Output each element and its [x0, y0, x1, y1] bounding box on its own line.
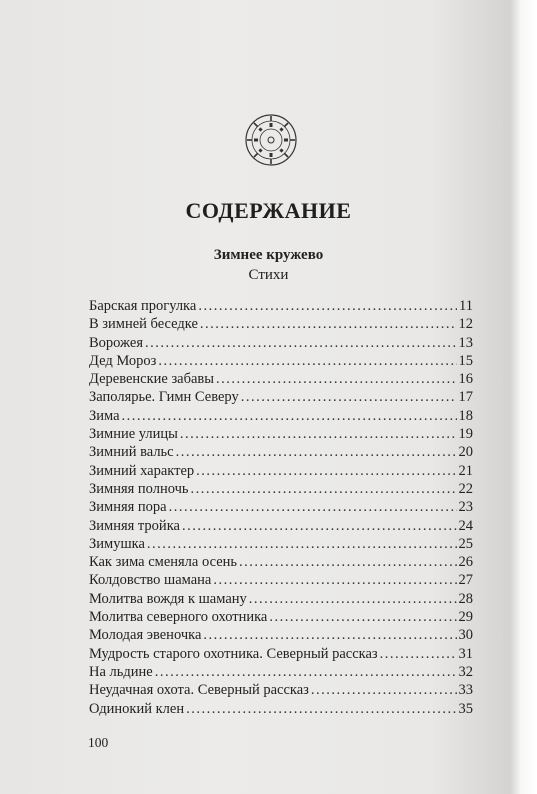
toc-entry — [89, 352, 473, 370]
toc-entry-page: 23 — [458, 499, 473, 516]
toc-entry-title: Одинокий клен — [89, 700, 185, 717]
dot-leader — [198, 297, 457, 315]
toc-entry-page: 21 — [458, 462, 473, 479]
toc-entry-page: 27 — [458, 572, 473, 589]
toc-entry — [89, 388, 473, 406]
toc-entry-page: 30 — [458, 627, 473, 644]
toc-entry — [89, 480, 473, 498]
dot-leader — [145, 334, 457, 352]
dot-leader — [249, 590, 457, 608]
toc-entry-page: 11 — [459, 298, 473, 314]
toc-entry — [89, 681, 473, 699]
dot-leader — [182, 517, 457, 535]
dot-leader — [176, 443, 457, 461]
toc-entry-title: Дед Мороз — [89, 352, 157, 369]
dot-leader — [380, 645, 457, 663]
dot-leader — [122, 407, 457, 425]
dot-leader — [158, 352, 456, 370]
dot-leader — [200, 315, 457, 333]
toc-entry-page: 32 — [458, 663, 473, 680]
toc-entry-title: Барская прогулка — [89, 298, 197, 314]
toc-entry — [89, 443, 473, 461]
toc-entry-page: 35 — [458, 700, 473, 717]
toc-entry-page: 29 — [458, 609, 473, 626]
toc-entry — [89, 608, 473, 626]
dot-leader — [169, 498, 457, 516]
toc-entry-title: Колдовство шамана — [89, 572, 212, 589]
dot-leader — [180, 425, 457, 443]
toc-entry — [89, 297, 473, 315]
toc-entry-page: 22 — [458, 480, 473, 497]
toc-entry-page: 24 — [458, 517, 473, 534]
toc-entry — [89, 425, 473, 443]
dot-leader — [203, 626, 456, 644]
toc-entry-page: 12 — [458, 316, 473, 333]
dot-leader — [186, 700, 456, 718]
toc-entry — [89, 590, 473, 608]
dot-leader — [269, 608, 456, 626]
toc-entry-title: На льдине — [89, 663, 153, 680]
toc-entry-title: Зимняя полночь — [89, 480, 189, 497]
toc-entry — [89, 645, 473, 663]
toc-entry — [89, 663, 473, 681]
section-subtitle: Стихи — [248, 267, 289, 283]
section-title: Зимнее кружево — [213, 247, 324, 263]
dot-leader — [241, 388, 457, 406]
clock-ornament-icon — [243, 112, 299, 168]
contents-title: СОДЕРЖАНИЕ — [185, 198, 352, 223]
toc-entry-page: 13 — [458, 334, 473, 351]
toc-entry-title: Как зима сменяла осень — [89, 554, 238, 571]
toc-entry-title: Деревенские забавы — [89, 371, 215, 388]
toc-entry-title: Мудрость старого охотника. Северный рассказ — [89, 645, 378, 662]
toc-entry-title: Зимний вальс — [89, 444, 174, 461]
toc-entry-page: 26 — [458, 554, 473, 571]
dot-leader — [196, 462, 456, 480]
toc-entry-title: Зимушка — [89, 535, 145, 552]
toc-entry-title: Молитва вождя к шаману — [89, 590, 247, 607]
toc-entry-page: 18 — [458, 407, 473, 424]
toc-entry-page: 19 — [458, 426, 473, 443]
dot-leader — [213, 571, 456, 589]
toc-entry-title: Зимняя тройка — [89, 517, 180, 534]
toc-entry — [89, 462, 473, 480]
toc-entry-page: 15 — [458, 352, 473, 369]
page-number: 100 — [88, 735, 109, 750]
toc-entry-title: Неудачная охота. Северный рассказ — [89, 682, 309, 699]
toc-entry-title: Молодая эвеночка — [89, 627, 202, 644]
toc-entry-title: Ворожея — [89, 334, 143, 351]
dot-leader — [216, 370, 456, 388]
toc-entry-page: 33 — [458, 682, 473, 699]
toc-entry — [89, 334, 473, 352]
toc-entry-page: 28 — [458, 590, 473, 607]
toc-entry — [89, 553, 473, 571]
dot-leader — [311, 681, 457, 699]
toc-entry-page: 20 — [458, 444, 473, 461]
toc-entry-title: Зимняя пора — [89, 499, 167, 516]
toc-entry-page: 17 — [458, 389, 473, 406]
toc-entry-page: 31 — [458, 645, 473, 662]
dot-leader — [155, 663, 457, 681]
dot-leader — [147, 535, 457, 553]
toc-entry-title: Молитва северного охотника — [89, 609, 268, 626]
toc-entry — [89, 407, 473, 425]
toc-entry — [89, 370, 473, 388]
toc-entry-page: 25 — [458, 535, 473, 552]
table-of-contents — [89, 297, 473, 718]
dot-leader — [191, 480, 457, 498]
toc-entry — [89, 535, 473, 553]
dot-leader — [239, 553, 456, 571]
toc-entry-title: Зимний характер — [89, 462, 195, 479]
toc-entry-title: Заполярье. Гимн Северу — [89, 389, 239, 406]
toc-entry — [89, 626, 473, 644]
toc-entry-page: 16 — [458, 371, 473, 388]
toc-entry — [89, 700, 473, 718]
toc-entry — [89, 498, 473, 516]
toc-entry — [89, 571, 473, 589]
toc-entry-title: В зимней беседке — [89, 316, 198, 333]
toc-entry — [89, 517, 473, 535]
toc-entry-title: Зима — [89, 407, 120, 424]
toc-entry-title: Зимние улицы — [89, 426, 178, 443]
toc-entry — [89, 315, 473, 333]
